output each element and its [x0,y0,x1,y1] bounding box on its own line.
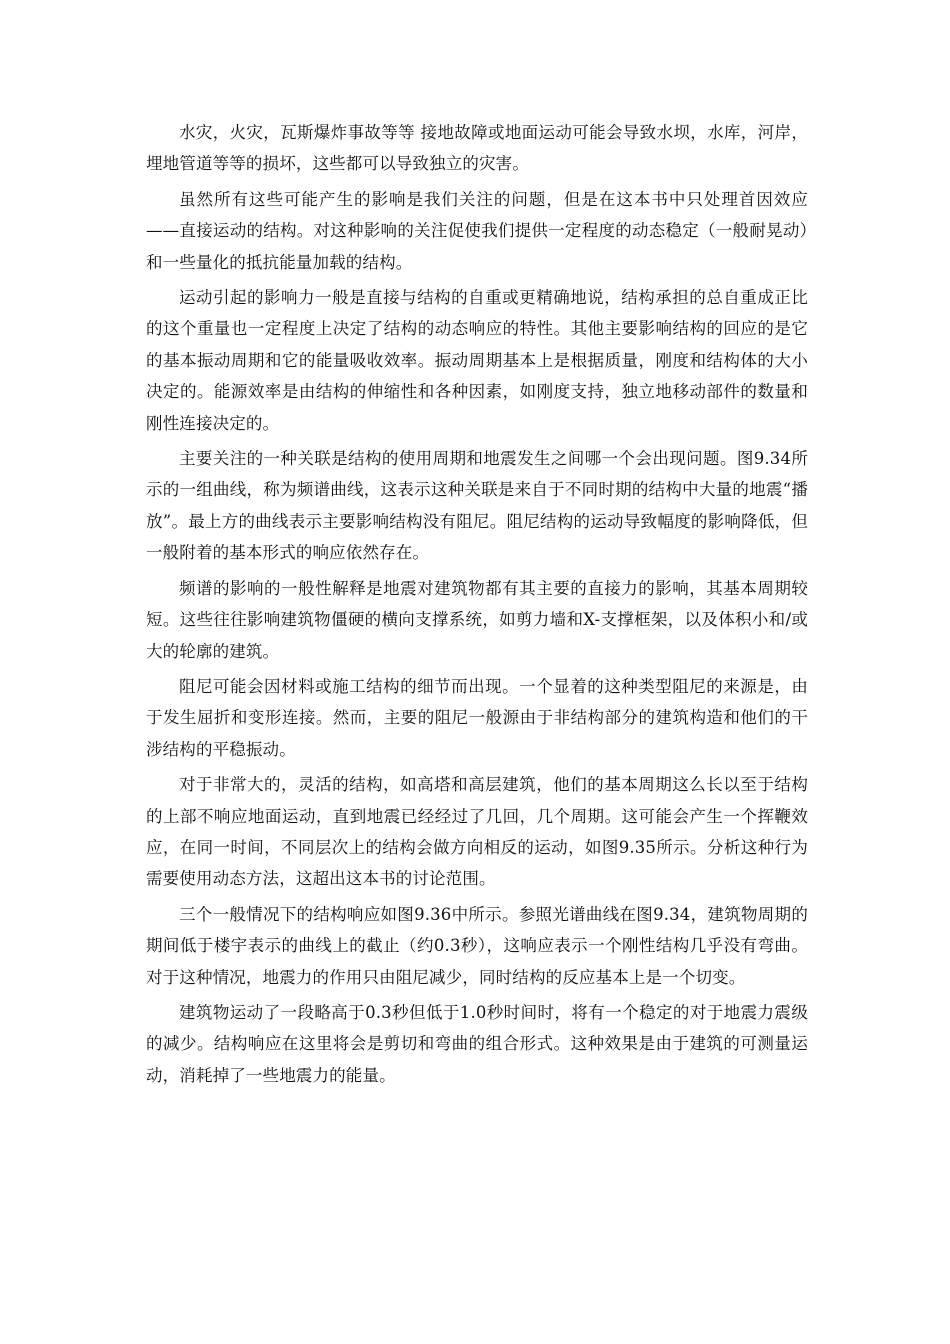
paragraph-8: 三个一般情况下的结构响应如图9.36中所示。参照光谱曲线在图9.34，建筑物周期的期间低于楼宇表示的曲线上的截止（约0.3秒），这响应表示一个刚性结构几乎没有弯曲。对于这种情况，地震力的作用只由阻尼减少，同时结构的反应基本上是一个切变。 [146,904,808,987]
paragraph-2: 虽然所有这些可能产生的影响是我们关注的问题，但是在这本书中只处理首因效应——直接运动的结构。对这种影响的关注促使我们提供一定程度的动态稳定（一般耐晃动）和一些量化的抵抗能量加载的结构。 [146,189,808,272]
paragraph-5: 频谱的影响的一般性解释是地震对建筑物都有其主要的直接力的影响，其基本周期较短。这些往往影响建筑物僵硬的横向支撑系统，如剪力墙和X-支撑框架，以及体积小和/或大的轮廓的建筑。 [146,578,808,661]
paragraph-4: 主要关注的一种关联是结构的使用周期和地震发生之间哪一个会出现问题。图9.34所示的一组曲线，称为频谱曲线，这表示这种关联是来自于不同时期的结构中大量的地震“播放”。最上方的曲线表示主要影响结构没有阻尼。阻尼结构的运动导致幅度的影响降低，但一般附着的基本形式的响应依然存在。 [146,449,808,563]
paragraph-9: 建筑物运动了一段略高于0.3秒但低于1.0秒时间时，将有一个稳定的对于地震力震级的减少。结构响应在这里将会是剪切和弯曲的组合形式。这种效果是由于建筑的可测量运动，消耗掉了一些地震力的能量。 [146,1002,808,1085]
paragraph-1: 水灾，火灾，瓦斯爆炸事故等等 接地故障或地面运动可能会导致水坝，水库，河岸，埋地管道等等的损坏，这些都可以导致独立的灾害。 [146,123,808,174]
document-body [146,117,808,1095]
paragraph-7: 对于非常大的，灵活的结构，如高塔和高层建筑，他们的基本周期这么长以至于结构的上部不响应地面运动，直到地震已经经过了几回，几个周期。这可能会产生一个挥鞭效应，在同一时间，不同层次上的结构会做方向相反的运动，如图9.35所示。分析这种行为需要使用动态方法，这超出这本书的讨论范围。 [146,775,808,889]
paragraph-6: 阻尼可能会因材料或施工结构的细节而出现。一个显着的这种类型阻尼的来源是，由于发生屈折和变形连接。然而，主要的阻尼一般源由于非结构部分的建筑构造和他们的干涉结构的平稳振动。 [146,676,808,759]
paragraph-3: 运动引起的影响力一般是直接与结构的自重或更精确地说，结构承担的总自重成正比的这个重量也一定程度上决定了结构的动态响应的特性。其他主要影响结构的回应的是它的基本振动周期和它的能量吸收效率。振动周期基本上是根据质量，刚度和结构体的大小决定的。能源效率是由结构的伸缩性和各种因素，如刚度支持，独立地移动部件的数量和刚性连接决定的。 [146,288,808,433]
